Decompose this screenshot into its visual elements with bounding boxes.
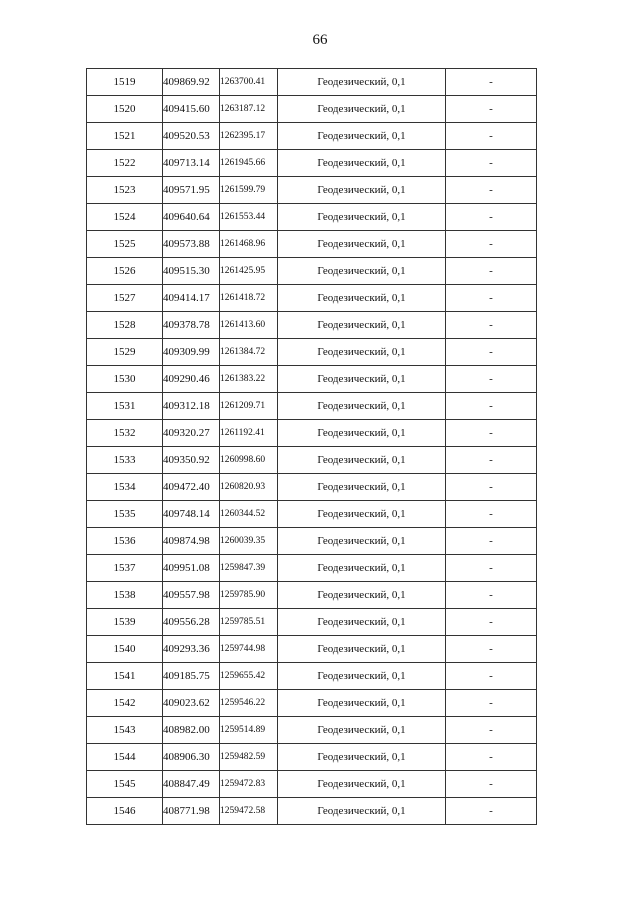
description-cell: -: [446, 204, 537, 231]
y-coordinate-cell: 1260998.60: [220, 447, 278, 474]
y-coordinate-cell: 1261209.71: [220, 393, 278, 420]
x-coordinate-cell: 409869.92: [163, 69, 220, 96]
description-cell: -: [446, 636, 537, 663]
y-coordinate-cell: 1259655.42: [220, 663, 278, 690]
description-cell: -: [446, 717, 537, 744]
description-cell: -: [446, 393, 537, 420]
y-coordinate-cell: 1261192.41: [220, 420, 278, 447]
method-accuracy-cell: Геодезический, 0,1: [278, 609, 446, 636]
method-accuracy-cell: Геодезический, 0,1: [278, 312, 446, 339]
table-row: [87, 393, 537, 420]
point-number-cell: 1524: [87, 204, 163, 231]
point-number-cell: 1525: [87, 231, 163, 258]
y-coordinate-cell: 1259472.58: [220, 798, 278, 825]
table-row: [87, 744, 537, 771]
description-cell: -: [446, 447, 537, 474]
description-cell: -: [446, 555, 537, 582]
point-number-cell: 1523: [87, 177, 163, 204]
description-cell: -: [446, 501, 537, 528]
description-cell: -: [446, 420, 537, 447]
page-number: 66: [312, 32, 328, 48]
x-coordinate-cell: 409350.92: [163, 447, 220, 474]
x-coordinate-cell: 409556.28: [163, 609, 220, 636]
y-coordinate-cell: 1261383.22: [220, 366, 278, 393]
x-coordinate-cell: 409023.62: [163, 690, 220, 717]
method-accuracy-cell: Геодезический, 0,1: [278, 582, 446, 609]
method-accuracy-cell: Геодезический, 0,1: [278, 177, 446, 204]
y-coordinate-cell: 1259847.39: [220, 555, 278, 582]
table-row: [87, 609, 537, 636]
method-accuracy-cell: Геодезический, 0,1: [278, 690, 446, 717]
point-number-cell: 1542: [87, 690, 163, 717]
method-accuracy-cell: Геодезический, 0,1: [278, 339, 446, 366]
table-row: [87, 636, 537, 663]
y-coordinate-cell: 1261384.72: [220, 339, 278, 366]
description-cell: -: [446, 528, 537, 555]
point-number-cell: 1533: [87, 447, 163, 474]
table-row: [87, 204, 537, 231]
description-cell: -: [446, 285, 537, 312]
method-accuracy-cell: Геодезический, 0,1: [278, 96, 446, 123]
x-coordinate-cell: 409874.98: [163, 528, 220, 555]
method-accuracy-cell: Геодезический, 0,1: [278, 393, 446, 420]
x-coordinate-cell: 409378.78: [163, 312, 220, 339]
description-cell: -: [446, 177, 537, 204]
point-number-cell: 1538: [87, 582, 163, 609]
x-coordinate-cell: 409640.64: [163, 204, 220, 231]
method-accuracy-cell: Геодезический, 0,1: [278, 366, 446, 393]
description-cell: -: [446, 474, 537, 501]
description-cell: -: [446, 771, 537, 798]
table-row: [87, 798, 537, 825]
x-coordinate-cell: 409415.60: [163, 96, 220, 123]
y-coordinate-cell: 1262395.17: [220, 123, 278, 150]
table-row: [87, 690, 537, 717]
y-coordinate-cell: 1260820.93: [220, 474, 278, 501]
description-cell: -: [446, 150, 537, 177]
table-row: [87, 339, 537, 366]
description-cell: -: [446, 582, 537, 609]
coordinates-table-body: [87, 69, 537, 825]
x-coordinate-cell: 409748.14: [163, 501, 220, 528]
table-row: [87, 474, 537, 501]
x-coordinate-cell: 409312.18: [163, 393, 220, 420]
description-cell: -: [446, 744, 537, 771]
y-coordinate-cell: 1261425.95: [220, 258, 278, 285]
point-number-cell: 1527: [87, 285, 163, 312]
coordinates-table: [86, 68, 537, 825]
method-accuracy-cell: Геодезический, 0,1: [278, 231, 446, 258]
method-accuracy-cell: Геодезический, 0,1: [278, 204, 446, 231]
point-number-cell: 1537: [87, 555, 163, 582]
y-coordinate-cell: 1260039.35: [220, 528, 278, 555]
method-accuracy-cell: Геодезический, 0,1: [278, 528, 446, 555]
y-coordinate-cell: 1259744.98: [220, 636, 278, 663]
x-coordinate-cell: 408906.30: [163, 744, 220, 771]
table-row: [87, 663, 537, 690]
point-number-cell: 1529: [87, 339, 163, 366]
point-number-cell: 1520: [87, 96, 163, 123]
point-number-cell: 1532: [87, 420, 163, 447]
y-coordinate-cell: 1260344.52: [220, 501, 278, 528]
method-accuracy-cell: Геодезический, 0,1: [278, 798, 446, 825]
description-cell: -: [446, 798, 537, 825]
method-accuracy-cell: Геодезический, 0,1: [278, 717, 446, 744]
method-accuracy-cell: Геодезический, 0,1: [278, 663, 446, 690]
description-cell: -: [446, 96, 537, 123]
method-accuracy-cell: Геодезический, 0,1: [278, 69, 446, 96]
table-row: [87, 366, 537, 393]
y-coordinate-cell: 1261599.79: [220, 177, 278, 204]
point-number-cell: 1544: [87, 744, 163, 771]
x-coordinate-cell: 408771.98: [163, 798, 220, 825]
method-accuracy-cell: Геодезический, 0,1: [278, 555, 446, 582]
description-cell: -: [446, 69, 537, 96]
point-number-cell: 1543: [87, 717, 163, 744]
method-accuracy-cell: Геодезический, 0,1: [278, 150, 446, 177]
x-coordinate-cell: 409515.30: [163, 258, 220, 285]
table-row: [87, 177, 537, 204]
table-row: [87, 231, 537, 258]
point-number-cell: 1519: [87, 69, 163, 96]
description-cell: -: [446, 339, 537, 366]
y-coordinate-cell: 1259546.22: [220, 690, 278, 717]
description-cell: -: [446, 663, 537, 690]
table-row: [87, 150, 537, 177]
method-accuracy-cell: Геодезический, 0,1: [278, 447, 446, 474]
method-accuracy-cell: Геодезический, 0,1: [278, 285, 446, 312]
point-number-cell: 1530: [87, 366, 163, 393]
y-coordinate-cell: 1259785.51: [220, 609, 278, 636]
point-number-cell: 1541: [87, 663, 163, 690]
method-accuracy-cell: Геодезический, 0,1: [278, 474, 446, 501]
x-coordinate-cell: 409472.40: [163, 474, 220, 501]
table-row: [87, 69, 537, 96]
description-cell: -: [446, 312, 537, 339]
x-coordinate-cell: 409320.27: [163, 420, 220, 447]
table-row: [87, 501, 537, 528]
point-number-cell: 1536: [87, 528, 163, 555]
table-row: [87, 447, 537, 474]
y-coordinate-cell: 1263187.12: [220, 96, 278, 123]
method-accuracy-cell: Геодезический, 0,1: [278, 636, 446, 663]
method-accuracy-cell: Геодезический, 0,1: [278, 744, 446, 771]
point-number-cell: 1539: [87, 609, 163, 636]
x-coordinate-cell: 409713.14: [163, 150, 220, 177]
table-row: [87, 285, 537, 312]
x-coordinate-cell: 409557.98: [163, 582, 220, 609]
table-row: [87, 717, 537, 744]
x-coordinate-cell: 409573.88: [163, 231, 220, 258]
table-row: [87, 123, 537, 150]
table-row: [87, 312, 537, 339]
point-number-cell: 1528: [87, 312, 163, 339]
table-row: [87, 528, 537, 555]
x-coordinate-cell: 409520.53: [163, 123, 220, 150]
method-accuracy-cell: Геодезический, 0,1: [278, 771, 446, 798]
method-accuracy-cell: Геодезический, 0,1: [278, 123, 446, 150]
y-coordinate-cell: 1259514.89: [220, 717, 278, 744]
point-number-cell: 1546: [87, 798, 163, 825]
description-cell: -: [446, 609, 537, 636]
table-row: [87, 420, 537, 447]
description-cell: -: [446, 231, 537, 258]
x-coordinate-cell: 409571.95: [163, 177, 220, 204]
y-coordinate-cell: 1259482.59: [220, 744, 278, 771]
table-row: [87, 582, 537, 609]
x-coordinate-cell: 409414.17: [163, 285, 220, 312]
table-row: [87, 96, 537, 123]
point-number-cell: 1526: [87, 258, 163, 285]
y-coordinate-cell: 1259785.90: [220, 582, 278, 609]
x-coordinate-cell: 408847.49: [163, 771, 220, 798]
description-cell: -: [446, 366, 537, 393]
point-number-cell: 1535: [87, 501, 163, 528]
point-number-cell: 1521: [87, 123, 163, 150]
y-coordinate-cell: 1261418.72: [220, 285, 278, 312]
y-coordinate-cell: 1261468.96: [220, 231, 278, 258]
y-coordinate-cell: 1259472.83: [220, 771, 278, 798]
point-number-cell: 1540: [87, 636, 163, 663]
table-row: [87, 771, 537, 798]
y-coordinate-cell: 1261413.60: [220, 312, 278, 339]
point-number-cell: 1545: [87, 771, 163, 798]
description-cell: -: [446, 123, 537, 150]
y-coordinate-cell: 1261553.44: [220, 204, 278, 231]
point-number-cell: 1531: [87, 393, 163, 420]
x-coordinate-cell: 408982.00: [163, 717, 220, 744]
table-row: [87, 258, 537, 285]
point-number-cell: 1522: [87, 150, 163, 177]
y-coordinate-cell: 1263700.41: [220, 69, 278, 96]
x-coordinate-cell: 409290.46: [163, 366, 220, 393]
method-accuracy-cell: Геодезический, 0,1: [278, 501, 446, 528]
x-coordinate-cell: 409309.99: [163, 339, 220, 366]
description-cell: -: [446, 258, 537, 285]
x-coordinate-cell: 409185.75: [163, 663, 220, 690]
x-coordinate-cell: 409293.36: [163, 636, 220, 663]
method-accuracy-cell: Геодезический, 0,1: [278, 420, 446, 447]
point-number-cell: 1534: [87, 474, 163, 501]
description-cell: -: [446, 690, 537, 717]
x-coordinate-cell: 409951.08: [163, 555, 220, 582]
table-row: [87, 555, 537, 582]
y-coordinate-cell: 1261945.66: [220, 150, 278, 177]
method-accuracy-cell: Геодезический, 0,1: [278, 258, 446, 285]
